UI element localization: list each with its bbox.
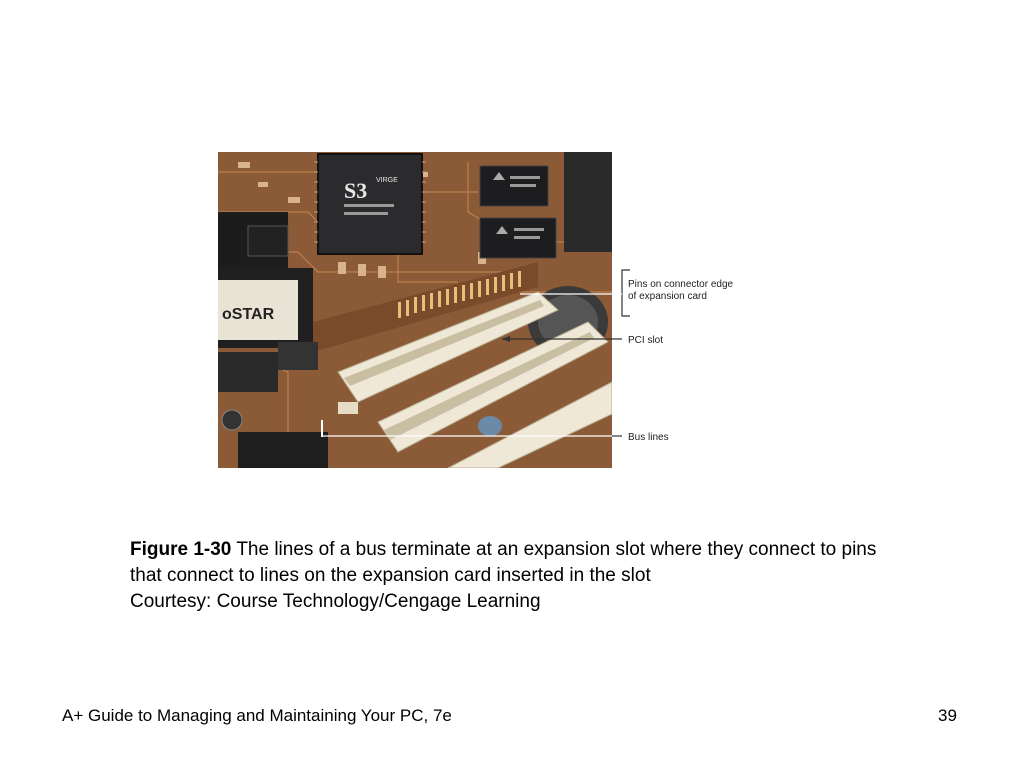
- footer-title: A+ Guide to Managing and Maintaining Your PC, 7e: [62, 706, 452, 725]
- svg-text:oSTAR: oSTAR: [222, 306, 275, 323]
- page-number: 39: [938, 706, 957, 725]
- figure-number: Figure 1-30: [130, 539, 232, 560]
- callout-pins-line2: of expansion card: [628, 291, 707, 302]
- svg-text:VIRGE: VIRGE: [376, 177, 398, 184]
- svg-text:S3: S3: [344, 178, 368, 203]
- callout-bus-lines: Bus lines: [628, 432, 669, 443]
- caption-courtesy: Courtesy: Course Technology/Cengage Learning: [130, 591, 541, 612]
- callout-pins-line1: Pins on connector edge: [628, 279, 734, 290]
- caption-text: The lines of a bus terminate at an expansion slot where they connect to pins that connect to lines on the expansion card inserted in the slot: [130, 539, 877, 586]
- callout-pci-slot: PCI slot: [628, 335, 664, 346]
- motherboard-illustration: [218, 152, 612, 468]
- callout-pins: [628, 279, 733, 303]
- figure-caption: [130, 537, 890, 615]
- motherboard-photo: [218, 152, 612, 468]
